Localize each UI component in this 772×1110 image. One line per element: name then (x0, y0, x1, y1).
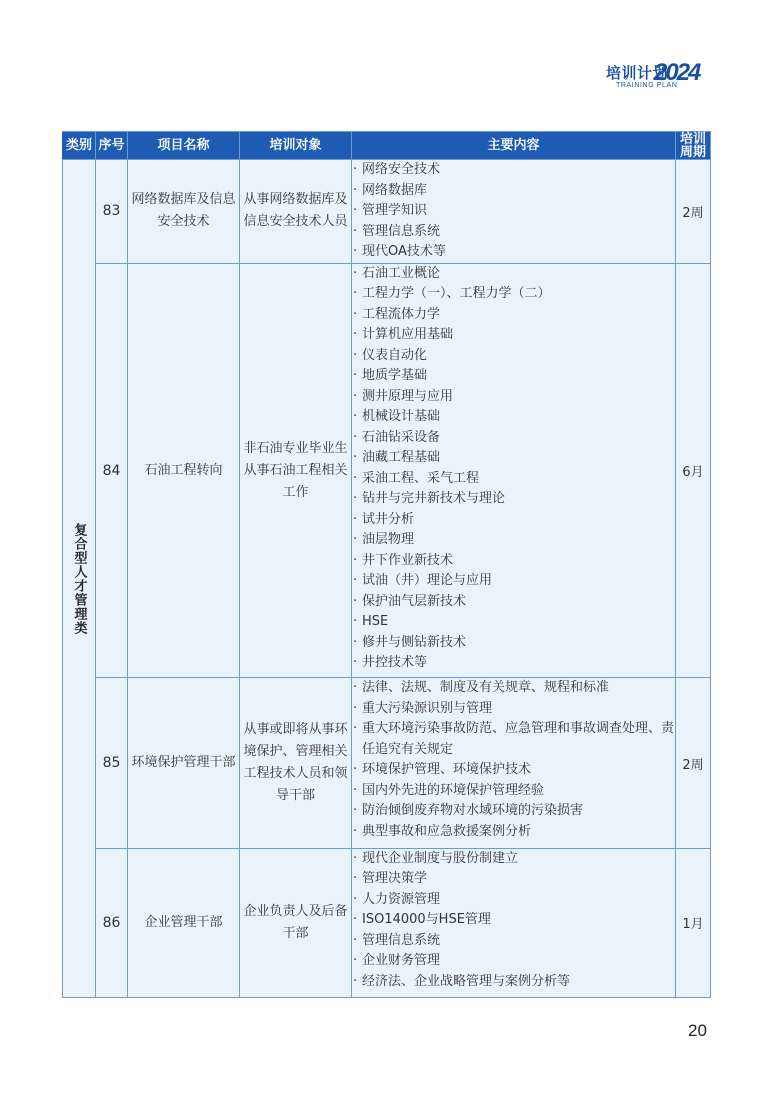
content-item: · 试井分析 (352, 510, 675, 531)
content-item: · 机械设计基础 (352, 407, 675, 428)
content-item: · 防治倾倒废弃物对水域环境的污染损害 (352, 801, 675, 822)
row-number: 83 (96, 160, 128, 264)
content-item: · 环境保护管理、环境保护技术 (352, 760, 675, 781)
content-item: · 典型事故和应急救援案例分析 (352, 822, 675, 843)
training-period: 2周 (676, 678, 711, 848)
content-item: · 重大污染源识别与管理 (352, 699, 675, 720)
header-period: 培训周期 (676, 132, 711, 160)
brand-logo (596, 56, 726, 96)
content-item: · 法律、法规、制度及有关规章、规程和标准 (352, 678, 675, 699)
content-item: · 测井原理与应用 (352, 387, 675, 408)
content-item: · 仪表自动化 (352, 346, 675, 367)
project-name: 石油工程转向 (128, 263, 240, 678)
main-content (352, 263, 676, 678)
header-category: 类别 (63, 132, 96, 160)
training-period: 6月 (676, 263, 711, 678)
table-row (63, 263, 711, 678)
content-item: · 石油工业概论 (352, 264, 675, 285)
content-item: · 修井与侧钻新技术 (352, 633, 675, 654)
content-item: · 工程流体力学 (352, 305, 675, 326)
content-item: · 网络安全技术 (352, 160, 675, 181)
content-item: · 油层物理 (352, 530, 675, 551)
content-item: · 管理决策学 (352, 869, 675, 890)
content-item: · 国内外先进的环境保护管理经验 (352, 781, 675, 802)
table-header-row (63, 132, 711, 160)
brand-year: 2024 (654, 59, 700, 86)
content-item: · 采油工程、采气工程 (352, 469, 675, 490)
training-target: 企业负责人及后备干部 (240, 848, 352, 997)
content-item: · 管理信息系统 (352, 931, 675, 952)
content-list (352, 678, 675, 842)
content-item: · 计算机应用基础 (352, 325, 675, 346)
content-item: · 现代OA技术等 (352, 242, 675, 263)
header-project-name: 项目名称 (128, 132, 240, 160)
training-target: 非石油专业毕业生从事石油工程相关工作 (240, 263, 352, 678)
content-item: · 石油钻采设备 (352, 428, 675, 449)
content-item: · 钻井与完井新技术与理论 (352, 489, 675, 510)
project-name: 环境保护管理干部 (128, 678, 240, 848)
training-target: 从事网络数据库及信息安全技术人员 (240, 160, 352, 264)
training-plan-table (62, 131, 711, 998)
content-item: · 企业财务管理 (352, 951, 675, 972)
content-item: · 人力资源管理 (352, 890, 675, 911)
content-list (352, 160, 675, 263)
table-row (63, 678, 711, 848)
content-item: · 工程力学（一）、工程力学（二） (352, 284, 675, 305)
header-target: 培训对象 (240, 132, 352, 160)
main-content (352, 160, 676, 264)
header-number: 序号 (96, 132, 128, 160)
main-content (352, 678, 676, 848)
content-item: · 试油（井）理论与应用 (352, 571, 675, 592)
project-name: 企业管理干部 (128, 848, 240, 997)
table-row (63, 848, 711, 997)
content-item: · 网络数据库 (352, 181, 675, 202)
training-target: 从事或即将从事环境保护、管理相关工程技术人员和领导干部 (240, 678, 352, 848)
brand-subtitle: TRAINING PLAN (616, 82, 678, 89)
content-item: · 油藏工程基础 (352, 448, 675, 469)
content-item: · 井控技术等 (352, 653, 675, 674)
content-item: · 管理学知识 (352, 201, 675, 222)
content-item: · HSE (352, 612, 675, 633)
content-item: · 重大环境污染事故防范、应急管理和事故调查处理、责任追究有关规定 (352, 719, 675, 760)
row-number: 84 (96, 263, 128, 678)
page-number: 20 (688, 1021, 707, 1040)
project-name: 网络数据库及信息安全技术 (128, 160, 240, 264)
content-item: · 保护油气层新技术 (352, 592, 675, 613)
header-content: 主要内容 (352, 132, 676, 160)
main-content (352, 848, 676, 997)
content-item: · 经济法、企业战略管理与案例分析等 (352, 972, 675, 993)
content-item: · 地质学基础 (352, 366, 675, 387)
training-period: 2周 (676, 160, 711, 264)
content-list (352, 264, 675, 674)
row-number: 86 (96, 848, 128, 997)
brand-title: 培训计划 (606, 64, 669, 82)
content-item: · 现代企业制度与股份制建立 (352, 849, 675, 870)
table-row (63, 160, 711, 264)
category-cell (63, 160, 96, 998)
content-list (352, 849, 675, 993)
category-label: 复合型人才管理类 (71, 522, 87, 635)
content-item: · 管理信息系统 (352, 222, 675, 243)
training-period: 1月 (676, 848, 711, 997)
content-item: · ISO14000与HSE管理 (352, 910, 675, 931)
content-item: · 井下作业新技术 (352, 551, 675, 572)
row-number: 85 (96, 678, 128, 848)
